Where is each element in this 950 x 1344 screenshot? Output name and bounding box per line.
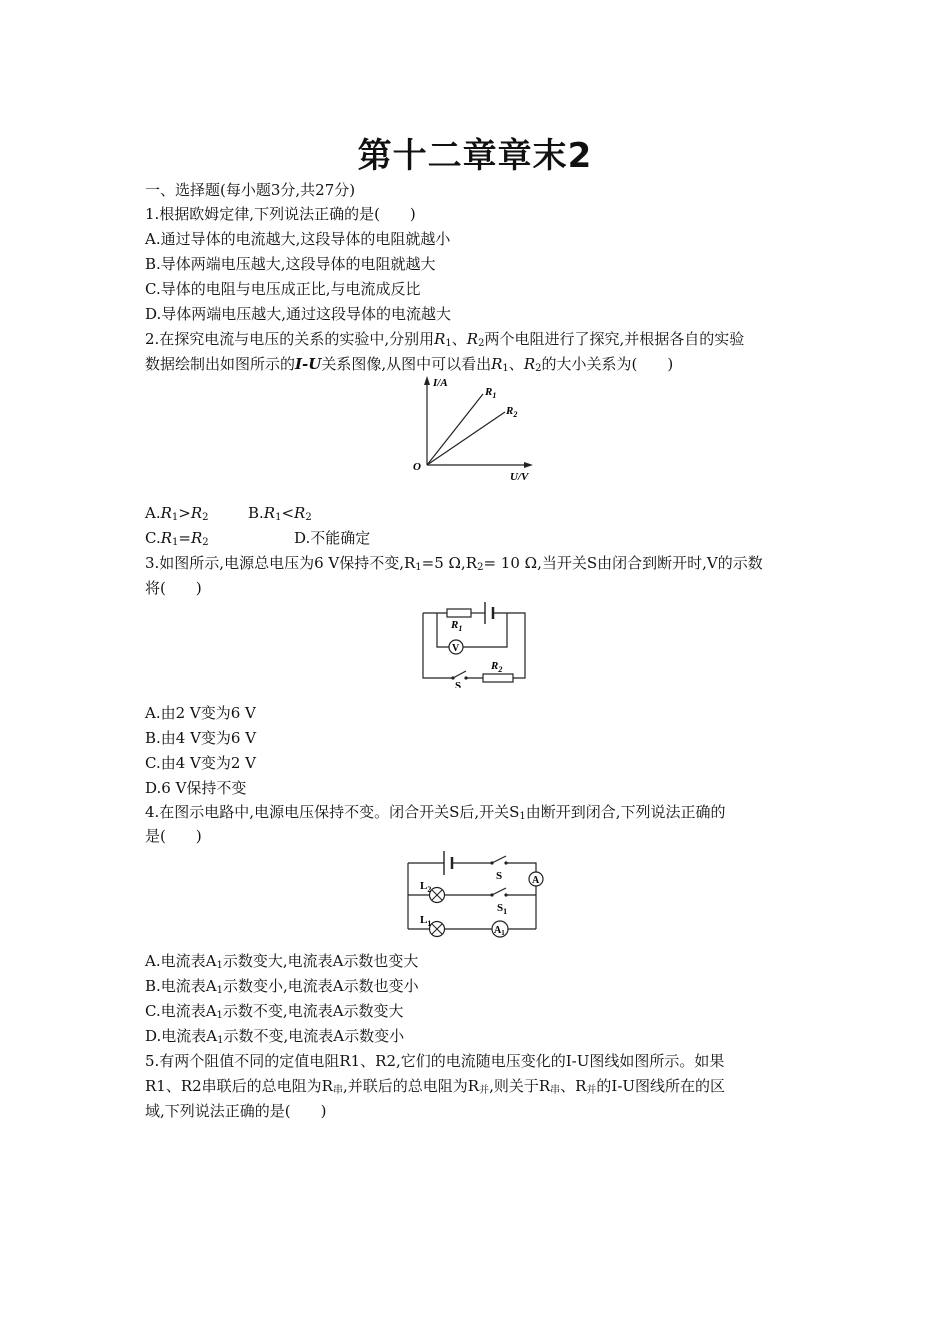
q2-iu-graph <box>405 372 545 490</box>
switch-s-contact <box>504 861 507 864</box>
switch-contact <box>464 676 467 679</box>
switch-label: S <box>455 680 462 688</box>
q4-option-b: B.电流表$A_1$示数变小,电流表A示数也变小 <box>145 977 419 996</box>
lamp-l1-label: $L_1$ <box>420 914 432 928</box>
y-axis-label: I/A <box>433 377 448 389</box>
lamp-l2-label: $L_2$ <box>420 880 432 894</box>
q1-stem: 1.根据欧姆定律,下列说法正确的是( ) <box>145 205 416 223</box>
resistor-r2 <box>483 674 513 682</box>
r2-label: $R_2$ <box>491 660 503 674</box>
q3-option-d: D.6 V保持不变 <box>145 779 247 797</box>
switch-s1-icon <box>492 888 506 895</box>
q1-option-a: A.通过导体的电流越大,这段导体的电阻就越小 <box>145 230 451 248</box>
q3-stem-line2: 将( ) <box>145 579 202 597</box>
q4-option-a: A.电流表$A_1$示数变大,电流表A示数也变大 <box>145 952 419 971</box>
switch-s-label: S <box>496 870 503 882</box>
q3-circuit <box>415 596 535 688</box>
left-wire <box>423 613 453 678</box>
q1-option-d: D.导体两端电压越大,通过这段导体的电流越大 <box>145 305 452 323</box>
resistor-r1 <box>447 609 471 617</box>
q4-option-c: C.电流表$A_1$示数不变,电流表A示数变大 <box>145 1002 404 1021</box>
r1-label: $R_1$ <box>485 386 497 400</box>
y-axis-arrow-icon <box>424 376 430 385</box>
q2-stem-line1: 2.在探究电流与电压的关系的实验中,分别用$R_1$、$R_2$两个电阻进行了探究,并根据各自的实验 <box>145 330 745 349</box>
q2-option-a: $A.R_1>R_2$ <box>145 504 209 523</box>
line-r2 <box>427 412 505 465</box>
q3-stem-line1: 3.如图所示,电源总电压为6 V保持不变$,R_1=5$ $\Omega,R_2= 10$ Ω,当开关S由闭合到断开时,V的示数 <box>145 554 763 573</box>
q4-stem-line2: 是( ) <box>145 827 202 845</box>
q5-stem-line3: 域,下列说法正确的是( ) <box>145 1102 327 1120</box>
q5-stem-line2: R1、R2串联后的总电阻为$R_串$,并联后的总电阻为$R_并$,则关于$R_串$、$R_并$的I-U图线所在的区 <box>145 1077 726 1096</box>
switch-s-icon <box>492 856 506 863</box>
x-axis-label: U/V <box>510 471 529 483</box>
q5-stem-line1: 5.有两个阻值不同的定值电阻R1、R2,它们的电流随电压变化的I-U图线如图所示。如果 <box>145 1052 725 1070</box>
q2-stem-line2: 数据绘制出如图所示的I-U关系图像,从图中可以看出$R_1$、$R_2$的大小关系为( ) <box>145 355 674 374</box>
section-heading: 一、选择题(每小题3分,共27分) <box>145 181 356 199</box>
top-right-wire <box>506 863 536 872</box>
q2-option-b: $B.R_1<R_2$ <box>248 504 312 523</box>
switch-s1-contact <box>504 893 507 896</box>
q1-option-b: B.导体两端电压越大,这段导体的电阻就越大 <box>145 255 436 273</box>
q3-option-c: C.由4 V变为2 V <box>145 754 256 772</box>
q4-stem-line1: 4.在图示电路中,电源电压保持不变。闭合开关S后,开关$S_1$由断开到闭合,下列说法正确的 <box>145 803 726 822</box>
q1-option-c: C.导体的电阻与电压成正比,与电流成反比 <box>145 280 421 298</box>
r2-label: $R_2$ <box>506 405 518 419</box>
q4-circuit <box>400 843 550 941</box>
q3-option-a: A.由2 V变为6 V <box>145 704 256 722</box>
switch-s1-label: $S_1$ <box>497 902 508 916</box>
q2-option-d: D.不能确定 <box>294 529 371 547</box>
r1-label: $R_1$ <box>451 619 463 633</box>
q3-option-b: B.由4 V变为6 V <box>145 729 257 747</box>
q2-option-c: $C.R_1=R_2$ <box>145 529 209 548</box>
ammeter-a-label: A <box>532 875 540 886</box>
x-axis-arrow-icon <box>524 462 533 468</box>
origin-label: O <box>413 461 421 473</box>
ammeter-a1-label: $A_1$ <box>494 925 505 937</box>
q4-option-d: D.电流表$A_1$示数不变,电流表A示数变小 <box>145 1027 405 1046</box>
switch-s-icon <box>453 671 466 678</box>
voltmeter-left-wire <box>437 613 449 647</box>
line-r1 <box>427 394 483 465</box>
page-title: 第十二章章末2 <box>357 136 593 176</box>
voltmeter-label: V <box>452 643 460 654</box>
